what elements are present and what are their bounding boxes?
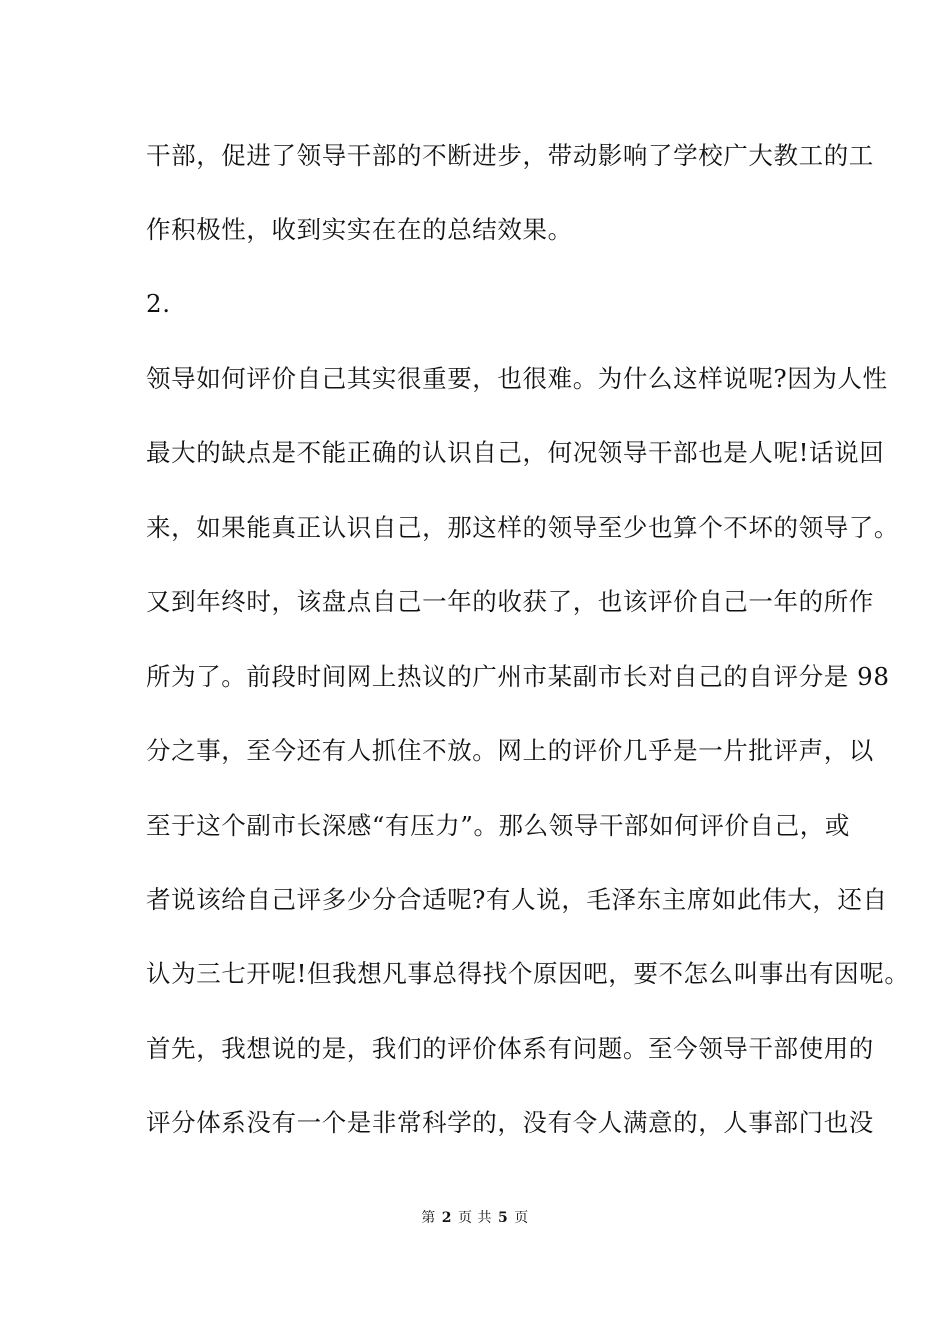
- body-line-5: 最大的缺点是不能正确的认识自己，何况领导干部也是人呢!话说回: [146, 438, 885, 467]
- body-line-8: 所为了。前段时间网上热议的广州市某副市长对自己的自评分是 98: [146, 662, 890, 691]
- body-line-6: 来，如果能真正认识自己，那这样的领导至少也算个不坏的领导了。: [146, 513, 899, 542]
- body-line-9: 分之事，至今还有人抓住不放。网上的评价几乎是一片批评声，以: [146, 736, 874, 765]
- body-line-13: 首先，我想说的是，我们的评价体系有问题。至今领导干部使用的: [146, 1034, 874, 1063]
- section-number: 2.: [146, 289, 171, 318]
- body-line-14: 评分体系没有一个是非常科学的，没有令人满意的，人事部门也没: [146, 1108, 874, 1137]
- footer-prefix: 第: [421, 1210, 436, 1226]
- footer-suffix: 页: [514, 1210, 529, 1226]
- body-line-10: 至于这个副市长深感“有压力”。那么领导干部如何评价自己，或: [146, 811, 850, 840]
- footer-middle: 页 共: [458, 1210, 492, 1226]
- body-line-4: 领导如何评价自己其实很重要，也很难。为什么这样说呢?因为人性: [146, 364, 888, 393]
- body-line-1: 干部，促进了领导干部的不断进步，带动影响了学校广大教工的工: [146, 141, 874, 170]
- body-line-12: 认为三七开呢!但我想凡事总得找个原因吧，要不怎么叫事出有因呢。: [146, 959, 910, 988]
- current-page-number: 2: [441, 1210, 453, 1226]
- body-line-11: 者说该给自己评多少分合适呢?有人说，毛泽东主席如此伟大，还自: [146, 885, 888, 914]
- body-line-2: 作积极性，收到实实在在的总结效果。: [146, 215, 573, 244]
- total-page-count: 5: [497, 1210, 509, 1226]
- page-footer: [0, 1208, 950, 1228]
- body-line-7: 又到年终时，该盘点自己一年的收获了，也该评价自己一年的所作: [146, 587, 874, 616]
